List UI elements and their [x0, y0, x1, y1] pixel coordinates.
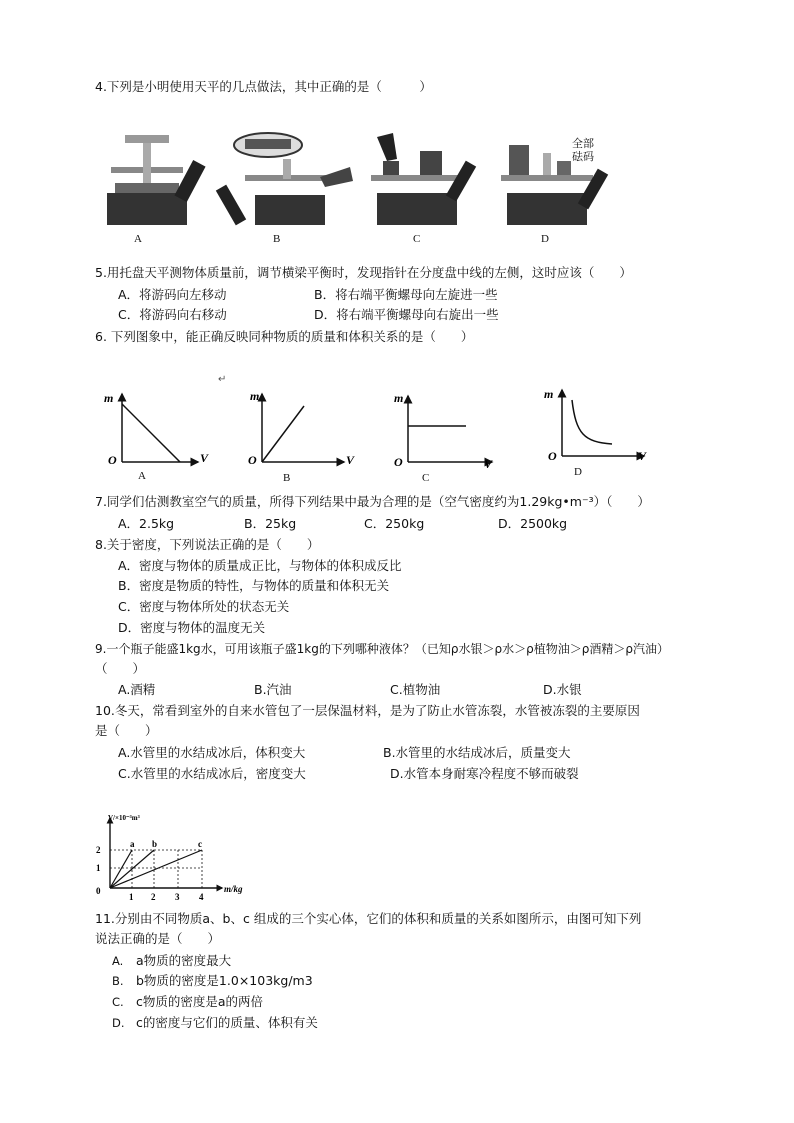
graph-a-xlabel: V [200, 451, 209, 465]
q5-stem: 5.用托盘天平测物体质量前，调节横梁平衡时，发现指针在分度盘中线的左侧，这时应该（ ） [95, 265, 632, 280]
q6-label-b: B [283, 472, 291, 484]
q11-series-c: c [198, 839, 202, 849]
q6-stem: 6. 下列图象中，能正确反映同种物质的质量和体积关系的是（ ） [95, 329, 474, 344]
q11-xlabel: m/kg [224, 884, 243, 894]
q6-label-a: A [138, 470, 146, 482]
graph-c-ylabel: m [394, 391, 404, 405]
q4-label-c: C [413, 233, 421, 245]
q10-stem-2: 是（ ） [95, 723, 158, 738]
q10-option-b: B.水管里的水结成冰后，质量变大 [383, 745, 571, 760]
q11-xtick-1: 1 [129, 892, 134, 902]
q8-option-c: C．密度与物体所处的状态无关 [118, 599, 290, 614]
q11-option-c-text: c物质的密度是a的两倍 [136, 994, 264, 1009]
graph-c [394, 391, 493, 471]
q7-option-a: A．2.5kg [118, 516, 175, 531]
q9-option-c: C.植物油 [390, 682, 441, 697]
graph-b [248, 389, 355, 467]
q11-series-a: a [130, 839, 135, 849]
graph-a-origin: O [108, 453, 117, 467]
q11-option-a-text: a物质的密度最大 [136, 953, 232, 968]
graph-b-xlabel: V [346, 453, 355, 467]
q11-option-b-text: b物质的密度是1.0×103kg/m3 [136, 973, 313, 988]
q11-series-b: b [152, 839, 158, 849]
q5-option-a: A．将游码向左移动 [118, 287, 227, 302]
q11-xtick-4: 4 [199, 892, 204, 902]
q7-option-c: C．250kg [364, 516, 425, 531]
q10-option-d: D.水管本身耐寒冷程度不够而破裂 [390, 766, 579, 781]
q6-stray-mark: ↵ [218, 374, 227, 385]
q9-option-a: A.酒精 [118, 682, 156, 697]
q11-option-a-key: A. [112, 954, 124, 968]
q4-label-b: B [273, 233, 281, 245]
graph-b-ylabel: m [250, 389, 260, 403]
balance-image-c [371, 133, 476, 225]
q9-paren: （ ） [95, 661, 146, 676]
q4-d-note-2: 砝码 [572, 150, 594, 163]
graph-b-origin: O [248, 453, 257, 467]
q11-ytick-2: 2 [96, 845, 101, 855]
q7-option-d: D．2500kg [498, 516, 568, 531]
q11-xtick-2: 2 [151, 892, 156, 902]
q11-option-b-key: B. [112, 974, 124, 988]
graph-d-ylabel: m [544, 387, 554, 401]
q11-ytick-0: 0 [96, 886, 101, 896]
balance-image-b [216, 133, 353, 225]
q4-balance-images [95, 125, 625, 235]
q11-option-d-key: D. [112, 1016, 125, 1030]
q7-stem: 7.同学们估测教室空气的质量，所得下列结果中最为合理的是（空气密度约为1.29kg•m⁻³）（ ） [95, 494, 650, 509]
q11-stem-2: 说法正确的是（ ） [95, 931, 221, 946]
q7-option-b: B．25kg [244, 516, 297, 531]
q11-option-d-text: c的密度与它们的质量、体积有关 [136, 1015, 318, 1030]
q5-option-d: D．将右端平衡螺母向右旋出一些 [314, 307, 499, 322]
q8-stem: 8.关于密度，下列说法正确的是（ ） [95, 537, 320, 552]
q5-option-c: C．将游码向右移动 [118, 307, 227, 322]
q11-xtick-3: 3 [175, 892, 180, 902]
graph-c-xlabel: V [484, 457, 493, 471]
q9-option-d: D.水银 [543, 682, 582, 697]
balance-image-a [107, 135, 206, 225]
q10-option-c: C.水管里的水结成冰后，密度变大 [118, 766, 306, 781]
q8-option-d: D．密度与物体的温度无关 [118, 620, 266, 635]
graph-d-xlabel: V [638, 449, 647, 463]
q6-graphs [100, 380, 660, 480]
q11-ytick-1: 1 [96, 863, 101, 873]
q10-option-a: A.水管里的水结成冰后，体积变大 [118, 745, 306, 760]
q5-option-b: B．将右端平衡螺母向左旋进一些 [314, 287, 498, 302]
graph-a [104, 391, 209, 467]
graph-d [544, 387, 647, 463]
q11-stem-1: 11.分别由不同物质a、b、c 组成的三个实心体，它们的体积和质量的关系如图所示，由图可知下列 [95, 911, 642, 926]
q10-stem-1: 10.冬天，常看到室外的自来水管包了一层保温材料，是为了防止水管冻裂，水管被冻裂的主要原因 [95, 703, 640, 718]
q6-label-d: D [574, 466, 582, 478]
q4-label-a: A [134, 233, 142, 245]
q8-option-b: B．密度是物质的特性，与物体的质量和体积无关 [118, 578, 390, 593]
graph-d-origin: O [548, 449, 557, 463]
graph-a-ylabel: m [104, 391, 114, 405]
q9-option-b: B.汽油 [254, 682, 292, 697]
graph-c-origin: O [394, 455, 403, 469]
q4-d-note-1: 全部 [572, 137, 594, 150]
q8-option-a: A．密度与物体的质量成正比，与物体的体积成反比 [118, 558, 402, 573]
q9-stem: 9.一个瓶子能盛1kg水，可用该瓶子盛1kg的下列哪种液体？（已知ρ水银＞ρ水＞ρ植物油＞ρ酒精＞ρ汽油） [95, 642, 669, 656]
q11-graph [90, 812, 260, 904]
q4-label-d: D [541, 233, 549, 245]
q4-stem: 4.下列是小明使用天平的几点做法，其中正确的是（ ） [95, 79, 432, 94]
q11-option-c-key: C. [112, 995, 124, 1009]
q6-label-c: C [422, 472, 430, 484]
q11-ylabel: V/×10⁻³m³ [108, 814, 140, 822]
